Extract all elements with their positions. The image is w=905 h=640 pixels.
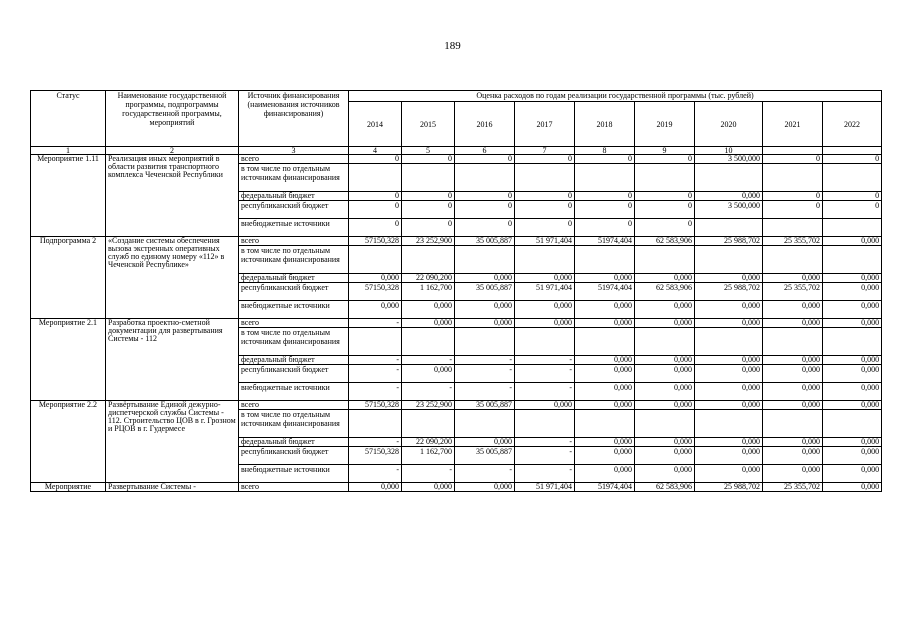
col-number: 1 <box>31 147 106 155</box>
value-cell <box>349 246 402 274</box>
year-2022: 2022 <box>823 102 882 147</box>
header-status: Статус <box>31 91 106 147</box>
value-cell: 0,000 <box>575 447 635 465</box>
value-cell: 0,000 <box>349 274 402 283</box>
source-label: в том числе по отдельным источникам финансирования <box>239 246 349 274</box>
row-name: «Создание системы обеспечения вызова экстренных оперативных служб по единому номеру «112» в Чеченской Республике» <box>106 237 239 319</box>
value-cell: 0,000 <box>575 401 635 410</box>
value-cell <box>349 164 402 192</box>
value-cell: 0,000 <box>823 356 882 365</box>
value-cell: 0,000 <box>695 301 763 319</box>
value-cell: 3 500,000 <box>695 155 763 164</box>
value-cell: 25 355,702 <box>763 483 823 492</box>
value-cell: - <box>349 465 402 483</box>
value-cell: 0,000 <box>575 301 635 319</box>
value-cell: 51 971,404 <box>515 483 575 492</box>
value-cell: 0,000 <box>402 483 455 492</box>
value-cell: 0 <box>575 192 635 201</box>
value-cell <box>455 328 515 356</box>
value-cell: 62 583,906 <box>635 283 695 301</box>
col-number: 3 <box>239 147 349 155</box>
value-cell: 0,000 <box>635 383 695 401</box>
value-cell: 0,000 <box>635 438 695 447</box>
source-label: федеральный бюджет <box>239 438 349 447</box>
value-cell: - <box>349 383 402 401</box>
row-status: Мероприятие 1.11 <box>31 155 106 237</box>
value-cell: 0 <box>402 155 455 164</box>
header-estimate: Оценка расходов по годам реализации государственной программы (тыс. рублей) <box>349 91 882 102</box>
value-cell <box>575 246 635 274</box>
budget-table <box>30 90 882 492</box>
value-cell: 1 162,700 <box>402 283 455 301</box>
table-row <box>31 155 882 164</box>
value-cell: 35 005,887 <box>455 237 515 246</box>
value-cell: 0,000 <box>763 365 823 383</box>
value-cell: - <box>349 356 402 365</box>
col-number <box>823 147 882 155</box>
value-cell <box>575 410 635 438</box>
source-label: республиканский бюджет <box>239 365 349 383</box>
value-cell: 22 090,200 <box>402 274 455 283</box>
value-cell: 0 <box>635 155 695 164</box>
value-cell <box>515 164 575 192</box>
value-cell: 0,000 <box>515 319 575 328</box>
value-cell: 0,000 <box>763 319 823 328</box>
value-cell: 0 <box>515 201 575 219</box>
value-cell: 0 <box>823 155 882 164</box>
value-cell: 0,000 <box>695 438 763 447</box>
year-2015: 2015 <box>402 102 455 147</box>
value-cell: 0,000 <box>695 319 763 328</box>
year-2017: 2017 <box>515 102 575 147</box>
value-cell <box>402 164 455 192</box>
value-cell: 0,000 <box>455 301 515 319</box>
value-cell: 51 971,404 <box>515 237 575 246</box>
header-row-1 <box>31 91 882 102</box>
value-cell: 0 <box>635 219 695 237</box>
value-cell: 0,000 <box>823 283 882 301</box>
value-cell: 0 <box>575 155 635 164</box>
value-cell: 0,000 <box>695 383 763 401</box>
value-cell <box>823 164 882 192</box>
value-cell: 0 <box>515 192 575 201</box>
value-cell: 0,000 <box>823 301 882 319</box>
value-cell: 51974,404 <box>575 283 635 301</box>
value-cell: 35 005,887 <box>455 283 515 301</box>
value-cell: 0,000 <box>349 301 402 319</box>
value-cell <box>635 164 695 192</box>
value-cell: - <box>455 383 515 401</box>
value-cell: 0 <box>823 201 882 219</box>
value-cell <box>575 164 635 192</box>
value-cell <box>823 219 882 237</box>
value-cell: 0,000 <box>515 401 575 410</box>
value-cell: 57150,328 <box>349 447 402 465</box>
row-status: Подпрограмма 2 <box>31 237 106 319</box>
value-cell: - <box>515 365 575 383</box>
value-cell: 0,000 <box>763 356 823 365</box>
source-label: республиканский бюджет <box>239 283 349 301</box>
source-label: федеральный бюджет <box>239 192 349 201</box>
value-cell: 25 988,702 <box>695 483 763 492</box>
value-cell: 0,000 <box>575 383 635 401</box>
value-cell: - <box>455 465 515 483</box>
value-cell <box>695 410 763 438</box>
value-cell: 0 <box>515 155 575 164</box>
source-label: в том числе по отдельным источникам финансирования <box>239 410 349 438</box>
value-cell <box>455 164 515 192</box>
value-cell: 0,000 <box>635 401 695 410</box>
value-cell: - <box>515 356 575 365</box>
value-cell: 35 005,887 <box>455 447 515 465</box>
col-number: 5 <box>402 147 455 155</box>
value-cell: - <box>349 319 402 328</box>
value-cell <box>635 328 695 356</box>
value-cell <box>763 164 823 192</box>
value-cell: - <box>515 438 575 447</box>
value-cell: 0,000 <box>823 401 882 410</box>
value-cell: 57150,328 <box>349 237 402 246</box>
source-label: всего <box>239 401 349 410</box>
value-cell <box>763 246 823 274</box>
value-cell: 0,000 <box>635 465 695 483</box>
source-label: федеральный бюджет <box>239 356 349 365</box>
value-cell: 0,000 <box>763 274 823 283</box>
value-cell: 0,000 <box>695 356 763 365</box>
value-cell: - <box>515 447 575 465</box>
value-cell: 0 <box>455 219 515 237</box>
value-cell: 0 <box>455 192 515 201</box>
value-cell: 3 500,000 <box>695 201 763 219</box>
value-cell: 0,000 <box>402 301 455 319</box>
col-number: 4 <box>349 147 402 155</box>
value-cell: - <box>402 383 455 401</box>
table-row <box>31 483 882 492</box>
value-cell: 0 <box>349 155 402 164</box>
value-cell: 22 090,200 <box>402 438 455 447</box>
row-status: Мероприятие 2.2 <box>31 401 106 483</box>
value-cell: 0,000 <box>763 447 823 465</box>
value-cell <box>763 410 823 438</box>
value-cell: 25 355,702 <box>763 283 823 301</box>
value-cell: 0,000 <box>515 301 575 319</box>
value-cell: 0,000 <box>763 401 823 410</box>
value-cell: 0,000 <box>823 465 882 483</box>
value-cell: 0 <box>515 219 575 237</box>
col-number: 2 <box>106 147 239 155</box>
year-2020: 2020 <box>695 102 763 147</box>
value-cell: 23 252,900 <box>402 401 455 410</box>
value-cell: 0,000 <box>402 365 455 383</box>
value-cell <box>349 328 402 356</box>
value-cell <box>823 246 882 274</box>
value-cell: 0,000 <box>695 465 763 483</box>
value-cell <box>823 328 882 356</box>
value-cell: - <box>402 356 455 365</box>
value-cell <box>402 328 455 356</box>
value-cell: 0 <box>349 201 402 219</box>
value-cell <box>349 410 402 438</box>
value-cell: 0 <box>349 219 402 237</box>
value-cell <box>402 410 455 438</box>
value-cell <box>455 246 515 274</box>
value-cell <box>763 328 823 356</box>
column-numbers-row <box>31 147 882 155</box>
value-cell: 0,000 <box>349 483 402 492</box>
value-cell: 0,000 <box>695 365 763 383</box>
value-cell: 0 <box>823 192 882 201</box>
value-cell: 0 <box>575 219 635 237</box>
value-cell: 57150,328 <box>349 401 402 410</box>
value-cell <box>695 246 763 274</box>
value-cell: 0,000 <box>575 319 635 328</box>
value-cell: 0,000 <box>575 274 635 283</box>
year-2021: 2021 <box>763 102 823 147</box>
value-cell: 25 355,702 <box>763 237 823 246</box>
value-cell: 1 162,700 <box>402 447 455 465</box>
value-cell: 0,000 <box>763 301 823 319</box>
value-cell: 0,000 <box>402 319 455 328</box>
value-cell: 0,000 <box>763 465 823 483</box>
value-cell: 35 005,887 <box>455 401 515 410</box>
value-cell: 0 <box>349 192 402 201</box>
value-cell: 51974,404 <box>575 237 635 246</box>
value-cell: 0,000 <box>823 483 882 492</box>
source-label: в том числе по отдельным источникам финансирования <box>239 328 349 356</box>
value-cell <box>515 246 575 274</box>
value-cell: - <box>349 438 402 447</box>
col-number: 9 <box>635 147 695 155</box>
value-cell: 25 988,702 <box>695 237 763 246</box>
source-label: республиканский бюджет <box>239 447 349 465</box>
value-cell <box>635 410 695 438</box>
value-cell <box>515 328 575 356</box>
value-cell: 0,000 <box>763 383 823 401</box>
value-cell: 0,000 <box>823 274 882 283</box>
value-cell: 0,000 <box>763 438 823 447</box>
value-cell: 0,000 <box>695 274 763 283</box>
col-number <box>763 147 823 155</box>
value-cell: 0,000 <box>575 356 635 365</box>
source-label: в том числе по отдельным источникам финансирования <box>239 164 349 192</box>
source-label: внебюджетные источники <box>239 465 349 483</box>
value-cell: 0,000 <box>455 319 515 328</box>
value-cell: 0,000 <box>635 301 695 319</box>
value-cell: - <box>402 465 455 483</box>
value-cell: 0 <box>635 192 695 201</box>
table-row <box>31 237 882 246</box>
table-row <box>31 401 882 410</box>
col-number: 10 <box>695 147 763 155</box>
value-cell: 0,000 <box>823 383 882 401</box>
value-cell: 0 <box>455 155 515 164</box>
value-cell: 62 583,906 <box>635 483 695 492</box>
value-cell: 0,000 <box>455 438 515 447</box>
value-cell: 0,000 <box>575 465 635 483</box>
value-cell: - <box>455 365 515 383</box>
value-cell: 0,000 <box>823 365 882 383</box>
value-cell: 0 <box>635 201 695 219</box>
value-cell: 0 <box>763 155 823 164</box>
year-2016: 2016 <box>455 102 515 147</box>
value-cell: 62 583,906 <box>635 237 695 246</box>
source-label: всего <box>239 483 349 492</box>
value-cell: 23 252,900 <box>402 237 455 246</box>
year-2014: 2014 <box>349 102 402 147</box>
value-cell: 0 <box>402 201 455 219</box>
value-cell: 0,000 <box>575 438 635 447</box>
value-cell: 0 <box>455 201 515 219</box>
source-label: всего <box>239 237 349 246</box>
value-cell: 0 <box>402 219 455 237</box>
value-cell: 51 971,404 <box>515 283 575 301</box>
value-cell: 0,000 <box>695 192 763 201</box>
value-cell: - <box>515 465 575 483</box>
source-label: всего <box>239 155 349 164</box>
value-cell: - <box>515 383 575 401</box>
source-label: внебюджетные источники <box>239 383 349 401</box>
value-cell <box>695 219 763 237</box>
value-cell <box>402 246 455 274</box>
value-cell: 0,000 <box>823 438 882 447</box>
source-label: всего <box>239 319 349 328</box>
value-cell: 0,000 <box>635 274 695 283</box>
value-cell: 0,000 <box>635 447 695 465</box>
value-cell: 0 <box>402 192 455 201</box>
source-label: республиканский бюджет <box>239 201 349 219</box>
source-label: внебюджетные источники <box>239 301 349 319</box>
row-name: Развертывание Системы - <box>106 483 239 492</box>
value-cell <box>763 219 823 237</box>
value-cell: 0,000 <box>823 447 882 465</box>
row-name: Реализация иных мероприятий в области развития транспортного комплекса Чеченской Республики <box>106 155 239 237</box>
col-number: 7 <box>515 147 575 155</box>
value-cell: - <box>455 356 515 365</box>
value-cell: 0,000 <box>635 365 695 383</box>
value-cell: 0,000 <box>823 237 882 246</box>
value-cell: 0,000 <box>455 483 515 492</box>
value-cell: 51974,404 <box>575 483 635 492</box>
value-cell: - <box>349 365 402 383</box>
table-row <box>31 319 882 328</box>
value-cell <box>823 410 882 438</box>
value-cell: 0,000 <box>695 401 763 410</box>
header-name: Наименование государственной программы, подпрограммы государственной программы, мероприятий <box>106 91 239 147</box>
col-number: 8 <box>575 147 635 155</box>
value-cell: 0,000 <box>635 356 695 365</box>
value-cell <box>575 328 635 356</box>
value-cell: 0,000 <box>455 274 515 283</box>
value-cell: 25 988,702 <box>695 283 763 301</box>
value-cell <box>515 410 575 438</box>
row-status: Мероприятие <box>31 483 106 492</box>
value-cell: 0 <box>763 192 823 201</box>
value-cell: 57150,328 <box>349 283 402 301</box>
value-cell: 0,000 <box>575 365 635 383</box>
value-cell: 0 <box>763 201 823 219</box>
row-status: Мероприятие 2.1 <box>31 319 106 401</box>
value-cell: 0,000 <box>695 447 763 465</box>
header-source: Источник финансирования (наименования источников финансирования) <box>239 91 349 147</box>
value-cell <box>695 164 763 192</box>
year-2019: 2019 <box>635 102 695 147</box>
value-cell <box>455 410 515 438</box>
col-number: 6 <box>455 147 515 155</box>
value-cell: 0,000 <box>635 319 695 328</box>
value-cell: 0,000 <box>515 274 575 283</box>
row-name: Разработка проектно-сметной документации для развертывания Системы - 112 <box>106 319 239 401</box>
row-name: Развёртывание Единой дежурно-диспетчерской службы Системы - 112. Строительство ЦОВ в г. Грозном и РЦОВ в г. Гудермесе <box>106 401 239 483</box>
value-cell: 0 <box>575 201 635 219</box>
source-label: федеральный бюджет <box>239 274 349 283</box>
year-2018: 2018 <box>575 102 635 147</box>
page-number: 189 <box>444 40 461 52</box>
value-cell <box>695 328 763 356</box>
value-cell <box>635 246 695 274</box>
value-cell: 0,000 <box>823 319 882 328</box>
source-label: внебюджетные источники <box>239 219 349 237</box>
